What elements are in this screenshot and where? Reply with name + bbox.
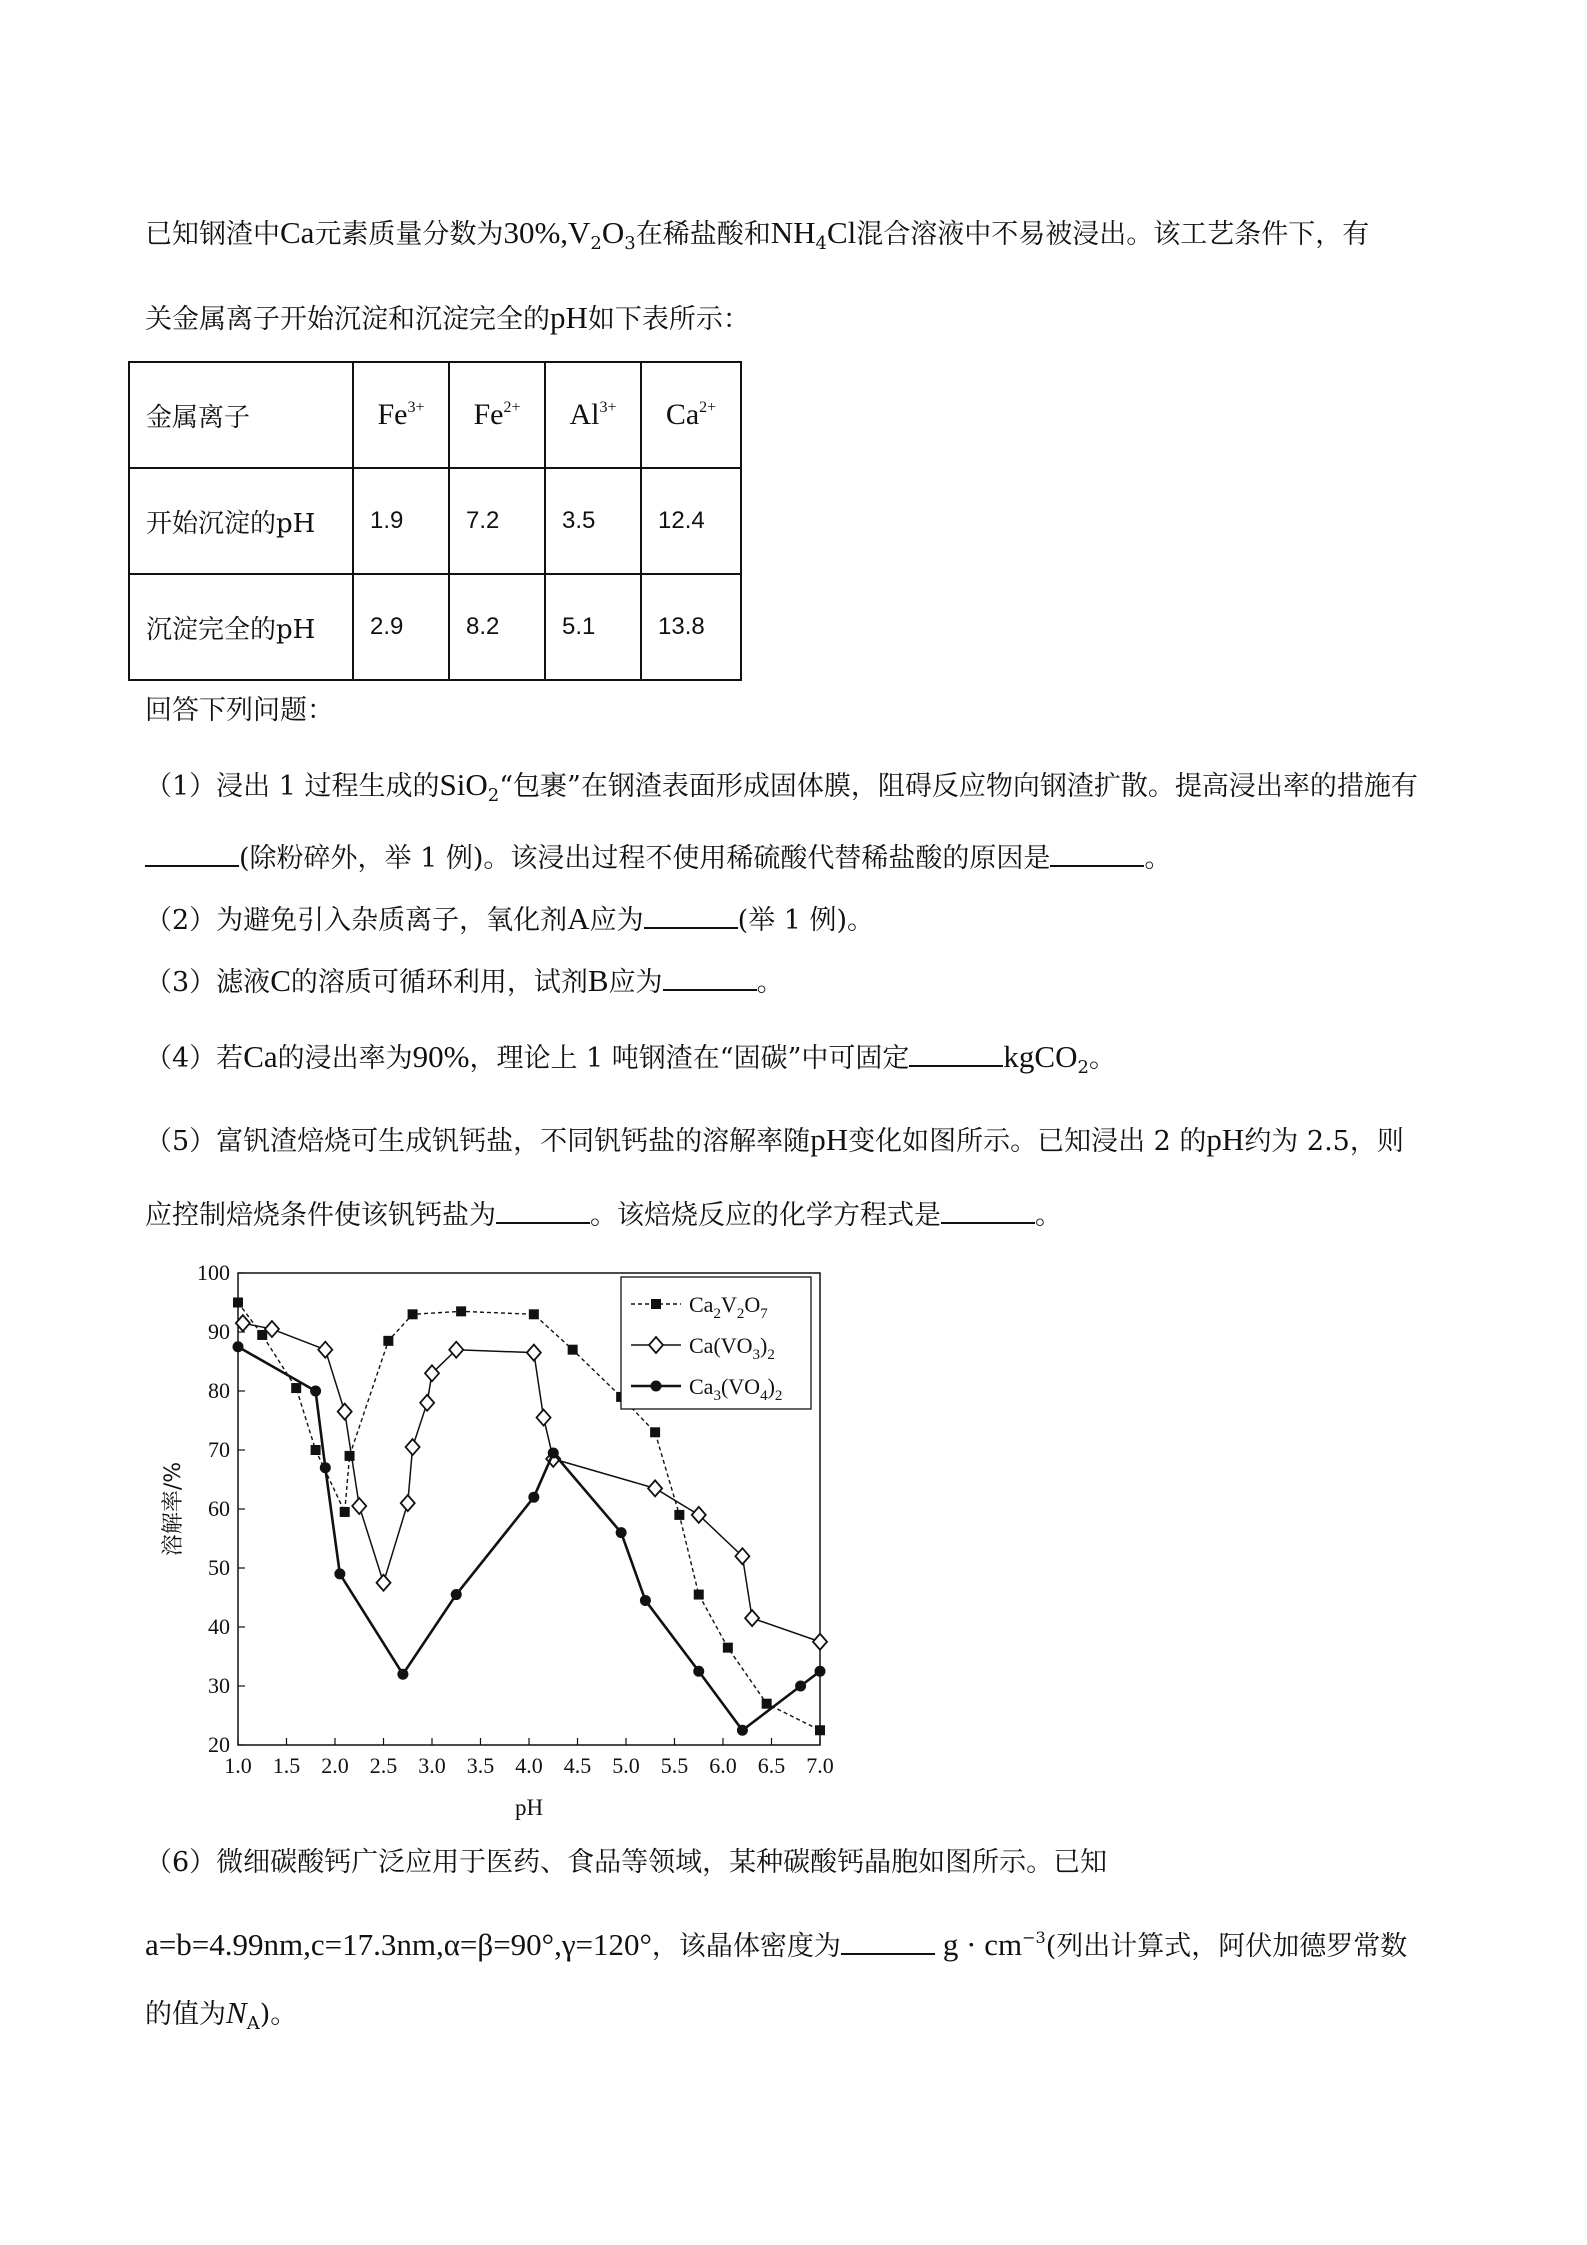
ion-ph-table [128, 361, 742, 681]
x-tick-label: 2.0 [321, 1753, 349, 1778]
row-label-complete: 沉淀完全的pH [129, 574, 353, 680]
q2-line: （2）为避免引入杂质离子，氧化剂A应为 (举 1 例)。 [145, 901, 874, 936]
y-tick-label: 30 [208, 1673, 230, 1698]
data-point [257, 1330, 267, 1340]
data-point [420, 1395, 434, 1411]
legend-subscript: 2 [774, 1388, 783, 1404]
q6-line-2: a=b=4.99nm,c=17.3nm,α=β=90°,γ=120°，该晶体密度为 $g \cdot cm^{-3}$(列出计算式，阿伏加德罗常数 [145, 1927, 1408, 1962]
x-tick-label: 5.5 [660, 1753, 689, 1778]
data-point [352, 1498, 366, 1514]
ion-ca2: $Ca^{2+}$ [641, 362, 741, 468]
table-header-label: 金属离子 [129, 362, 353, 468]
table-cell: 5.1 [545, 574, 641, 680]
legend-text: (VO [720, 1374, 761, 1399]
q6-line-1: （6）微细碳酸钙广泛应用于医药、食品等领域，某种碳酸钙晶胞如图所示。已知 [145, 1847, 1108, 1878]
intro-line-2: 关金属离子开始沉淀和沉淀完全的pH如下表所示： [145, 300, 750, 335]
data-point [568, 1345, 578, 1355]
answer-blank[interactable] [663, 961, 757, 991]
legend-subscript: 2 [736, 1306, 745, 1322]
data-point [291, 1383, 301, 1393]
table-cell: 12.4 [641, 468, 741, 574]
legend-subscript: 3 [752, 1347, 761, 1363]
data-point [723, 1643, 733, 1653]
y-tick-label: 50 [208, 1555, 230, 1580]
x-tick-label: 5.0 [612, 1753, 640, 1778]
data-point [377, 1575, 391, 1591]
data-point [233, 1298, 243, 1308]
y-tick-label: 90 [208, 1319, 230, 1344]
legend-text: Ca [689, 1292, 714, 1317]
x-tick-label: 4.0 [515, 1753, 543, 1778]
data-point [334, 1568, 345, 1579]
data-point [537, 1410, 551, 1426]
answer-blank[interactable] [1050, 837, 1144, 867]
table-row [129, 468, 741, 574]
data-point [762, 1699, 772, 1709]
legend-text: ) [767, 1374, 775, 1399]
data-point [640, 1595, 651, 1606]
x-tick-label: 6.5 [757, 1753, 786, 1778]
data-point [813, 1634, 827, 1650]
data-point [548, 1447, 559, 1458]
x-tick-label: 1.5 [272, 1753, 301, 1778]
legend-subscript: 7 [760, 1306, 768, 1322]
q1-line-2: (除粉碎外，举 1 例)。该浸出过程不使用稀硫酸代替稀盐酸的原因是 。 [145, 837, 1171, 879]
data-point [310, 1386, 321, 1397]
data-point [693, 1666, 704, 1677]
data-point [456, 1306, 466, 1316]
data-point [318, 1342, 332, 1358]
x-tick-label: 6.0 [709, 1753, 737, 1778]
data-point [233, 1341, 244, 1352]
data-point [795, 1681, 806, 1692]
ion-fe2: $Fe^{2+}$ [449, 362, 545, 468]
data-point [815, 1666, 826, 1677]
q4-line: （4）若Ca的浸出率为90%，理论上 1 吨钢渣在“固碳”中可固定 kgCO$_2$。 [145, 1039, 1116, 1078]
answer-blank[interactable] [941, 1194, 1035, 1224]
x-tick-label: 4.5 [563, 1753, 592, 1778]
y-tick-label: 60 [208, 1496, 230, 1521]
data-point [345, 1451, 355, 1461]
q6-line-3: 的值为$N_A$)。 [145, 1995, 298, 2034]
data-point [338, 1404, 352, 1420]
x-tick-label: 3.0 [418, 1753, 446, 1778]
y-tick-label: 100 [197, 1260, 230, 1285]
q5-line-1: （5）富钒渣焙烧可生成钒钙盐，不同钒钙盐的溶解率随pH变化如图所示。已知浸出 2 的pH约为 2.5，则 [145, 1122, 1404, 1157]
table-cell: 8.2 [449, 574, 545, 680]
table-cell: 2.9 [353, 574, 449, 680]
y-tick-label: 20 [208, 1732, 230, 1757]
answer-blank[interactable] [909, 1037, 1003, 1067]
data-point [406, 1439, 420, 1455]
solubility-chart [140, 1255, 860, 1820]
y-tick-label: 80 [208, 1378, 230, 1403]
questions-intro: 回答下列问题： [145, 695, 334, 726]
y-tick-label: 40 [208, 1614, 230, 1639]
q5-line-2: 应控制焙烧条件使该钒钙盐为 。该焙烧反应的化学方程式是 。 [145, 1194, 1062, 1236]
legend-text: V [720, 1292, 737, 1317]
table-cell: 3.5 [545, 468, 641, 574]
legend-text: Ca [689, 1374, 714, 1399]
legend-subscript: 2 [713, 1306, 721, 1322]
data-point [397, 1669, 408, 1680]
data-point [529, 1309, 539, 1319]
legend [621, 1277, 811, 1409]
data-point [311, 1445, 321, 1455]
data-point [320, 1462, 331, 1473]
ion-fe3: $Fe^{3+}$ [353, 362, 449, 468]
answer-blank[interactable] [644, 899, 738, 929]
data-point [745, 1610, 759, 1626]
x-tick-label: 7.0 [806, 1753, 834, 1778]
legend-text: ) [760, 1333, 768, 1358]
data-point [401, 1495, 415, 1511]
data-point [527, 1345, 541, 1361]
ion-al3: $Al^{3+}$ [545, 362, 641, 468]
x-tick-label: 2.5 [369, 1753, 398, 1778]
data-point [340, 1507, 350, 1517]
q1-line-1: （1）浸出 1 过程生成的SiO$_2$“包裹”在钢渣表面形成固体膜，阻碍反应物向钢渣扩散。提高浸出率的措施有 [145, 767, 1418, 806]
x-tick-label: 3.5 [466, 1753, 495, 1778]
table-row [129, 574, 741, 680]
table-cell: 1.9 [353, 468, 449, 574]
data-point [383, 1336, 393, 1346]
data-point [408, 1309, 418, 1319]
answer-blank[interactable] [841, 1925, 935, 1955]
answer-blank[interactable] [496, 1194, 590, 1224]
legend-text: O [744, 1292, 761, 1317]
legend-subscript: 4 [760, 1388, 768, 1404]
data-point [651, 1299, 661, 1309]
y-axis-label: 溶解率/% [161, 1461, 186, 1557]
x-axis-label: pH [514, 1795, 544, 1820]
intro-line-1: 已知钢渣中Ca元素质量分数为$30\%,V_2O_3$在稀盐酸和$NH_4Cl$混合溶液中不易被浸出。该工艺条件下，有 [145, 215, 1370, 254]
data-point [815, 1725, 825, 1735]
data-point [737, 1725, 748, 1736]
legend-subscript: 3 [713, 1388, 721, 1404]
data-point [616, 1527, 627, 1538]
answer-blank[interactable] [145, 837, 239, 867]
data-point [651, 1381, 662, 1392]
legend-subscript: 2 [767, 1347, 775, 1363]
x-tick-label: 1.0 [224, 1753, 252, 1778]
data-point [694, 1590, 704, 1600]
y-tick-label: 70 [208, 1437, 230, 1462]
data-point [451, 1589, 462, 1600]
data-point [528, 1492, 539, 1503]
data-point [648, 1480, 662, 1496]
q3-line: （3）滤液C的溶质可循环利用，试剂B应为 。 [145, 963, 784, 998]
legend-text: Ca(VO [689, 1333, 753, 1358]
table-cell: 7.2 [449, 468, 545, 574]
data-point [674, 1510, 684, 1520]
row-label-start: 开始沉淀的pH [129, 468, 353, 574]
table-header-row [129, 362, 741, 468]
data-point [650, 1427, 660, 1437]
table-cell: 13.8 [641, 574, 741, 680]
